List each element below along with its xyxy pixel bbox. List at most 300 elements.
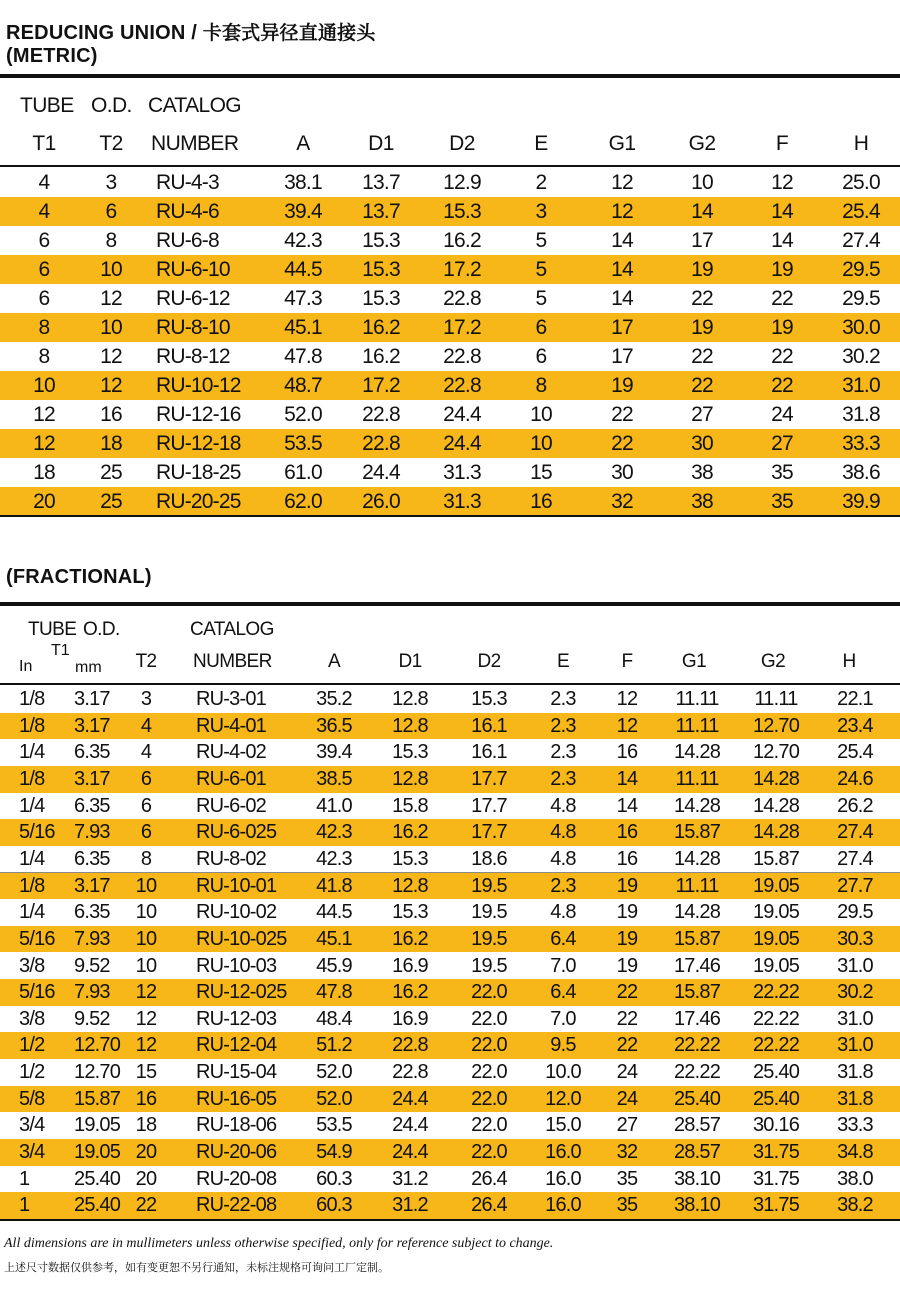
cell-t2: 15 bbox=[135, 1061, 157, 1084]
cell-d1: 16.2 bbox=[362, 316, 400, 339]
cell-g2: 19.05 bbox=[752, 954, 800, 977]
table-row bbox=[0, 1112, 900, 1140]
cell-d2: 22.0 bbox=[471, 1114, 507, 1137]
cell-d1: 15.3 bbox=[362, 258, 400, 281]
table-row bbox=[0, 1006, 900, 1034]
cell-t1-mm: 25.40 bbox=[74, 1194, 121, 1217]
cell-f: 27 bbox=[616, 1114, 638, 1137]
cell-d2: 22.0 bbox=[471, 1034, 507, 1057]
cell-catalog-number: RU-10-02 bbox=[196, 901, 277, 924]
cell-g2: 17 bbox=[691, 229, 713, 252]
cell-e: 7.0 bbox=[550, 1007, 576, 1030]
cell-h: 24.6 bbox=[837, 767, 873, 790]
cell-t2: 12 bbox=[135, 1007, 157, 1030]
cell-d1: 12.8 bbox=[392, 874, 428, 897]
cell-a: 61.0 bbox=[284, 461, 322, 484]
header-d1: D1 bbox=[398, 651, 422, 672]
header-od: O.D. bbox=[83, 619, 120, 640]
cell-catalog-number: RU-4-6 bbox=[156, 200, 219, 223]
table-row bbox=[0, 1192, 900, 1219]
cell-catalog-number: RU-16-05 bbox=[196, 1087, 277, 1110]
table-row bbox=[0, 458, 900, 488]
table-row bbox=[0, 226, 900, 256]
table-row bbox=[0, 1139, 900, 1166]
cell-a: 45.9 bbox=[316, 954, 352, 977]
cell-e: 3 bbox=[535, 200, 547, 223]
table-row bbox=[0, 255, 900, 284]
cell-f: 19 bbox=[616, 901, 638, 924]
cell-in: 1 bbox=[19, 1167, 30, 1190]
cell-t1-mm: 3.17 bbox=[74, 874, 110, 897]
cell-h: 25.4 bbox=[842, 200, 880, 223]
cell-catalog-number: RU-18-06 bbox=[196, 1114, 277, 1137]
cell-d1: 17.2 bbox=[362, 374, 400, 397]
cell-in: 1/8 bbox=[19, 767, 45, 790]
cell-t2: 12 bbox=[100, 374, 122, 397]
cell-t2: 10 bbox=[135, 954, 157, 977]
cell-t2: 10 bbox=[135, 927, 157, 950]
cell-t1-mm: 6.35 bbox=[74, 901, 110, 924]
table-row bbox=[0, 1059, 900, 1087]
cell-t1: 10 bbox=[33, 374, 55, 397]
cell-h: 29.5 bbox=[837, 901, 873, 924]
cell-g1: 14.28 bbox=[673, 901, 721, 924]
table-row bbox=[0, 926, 900, 953]
cell-a: 42.3 bbox=[316, 821, 352, 844]
section-title-metric: (METRIC) bbox=[6, 45, 98, 67]
cell-g2: 31.75 bbox=[752, 1194, 800, 1217]
cell-in: 5/16 bbox=[19, 981, 55, 1004]
cell-f: 22 bbox=[616, 1007, 638, 1030]
cell-in: 1/4 bbox=[19, 901, 45, 924]
cell-e: 16 bbox=[530, 490, 552, 513]
cell-d2: 22.0 bbox=[471, 1087, 507, 1110]
cell-t1-mm: 7.93 bbox=[74, 927, 110, 950]
cell-f: 14 bbox=[616, 794, 638, 817]
header-tube: TUBE bbox=[20, 94, 74, 117]
cell-t1-mm: 12.70 bbox=[74, 1061, 121, 1084]
cell-f: 35 bbox=[771, 490, 793, 513]
cell-f: 24 bbox=[616, 1087, 638, 1110]
cell-e: 2.3 bbox=[550, 874, 576, 897]
table-row bbox=[0, 793, 900, 821]
cell-g1: 11.11 bbox=[675, 767, 719, 790]
cell-t2: 18 bbox=[135, 1114, 157, 1137]
cell-in: 1/4 bbox=[19, 794, 45, 817]
cell-f: 14 bbox=[771, 200, 793, 223]
cell-d1: 22.8 bbox=[392, 1061, 428, 1084]
cell-e: 4.8 bbox=[550, 847, 576, 870]
cell-t2: 10 bbox=[135, 901, 157, 924]
cell-h: 30.3 bbox=[837, 927, 873, 950]
metric-header-rule bbox=[0, 165, 900, 167]
cell-catalog-number: RU-10-03 bbox=[196, 954, 277, 977]
cell-d2: 17.2 bbox=[443, 258, 481, 281]
cell-a: 45.1 bbox=[284, 316, 322, 339]
cell-g2: 14.28 bbox=[752, 767, 800, 790]
cell-e: 4.8 bbox=[550, 794, 576, 817]
cell-e: 6 bbox=[535, 345, 547, 368]
cell-g2: 14.28 bbox=[752, 821, 800, 844]
cell-t1-mm: 19.05 bbox=[74, 1141, 121, 1164]
header-t1: T1 bbox=[32, 132, 56, 155]
cell-catalog-number: RU-12-18 bbox=[156, 432, 241, 455]
header-d1: D1 bbox=[368, 132, 394, 155]
cell-catalog-number: RU-12-03 bbox=[196, 1007, 277, 1030]
cell-g1: 22 bbox=[611, 403, 633, 426]
cell-h: 30.0 bbox=[842, 316, 880, 339]
cell-in: 3/4 bbox=[19, 1141, 45, 1164]
cell-a: 54.9 bbox=[316, 1141, 352, 1164]
cell-e: 2.3 bbox=[550, 767, 576, 790]
cell-g2: 22 bbox=[691, 287, 713, 310]
cell-f: 22 bbox=[771, 374, 793, 397]
section-title-fractional: (FRACTIONAL) bbox=[6, 566, 152, 588]
cell-t1-mm: 6.35 bbox=[74, 741, 110, 764]
cell-d1: 22.8 bbox=[362, 403, 400, 426]
cell-h: 38.2 bbox=[837, 1194, 873, 1217]
cell-in: 3/8 bbox=[19, 954, 45, 977]
cell-a: 47.3 bbox=[284, 287, 322, 310]
cell-e: 15.0 bbox=[545, 1114, 581, 1137]
cell-g2: 38 bbox=[691, 490, 713, 513]
cell-t2: 10 bbox=[135, 874, 157, 897]
cell-t2: 8 bbox=[105, 229, 117, 252]
cell-t1-mm: 3.17 bbox=[74, 767, 110, 790]
cell-g1: 22 bbox=[611, 432, 633, 455]
cell-e: 2 bbox=[535, 171, 547, 194]
cell-d1: 15.3 bbox=[392, 901, 428, 924]
cell-d2: 17.7 bbox=[471, 794, 507, 817]
cell-d1: 12.8 bbox=[392, 767, 428, 790]
table-row bbox=[0, 284, 900, 314]
cell-d1: 16.9 bbox=[392, 1007, 428, 1030]
cell-e: 6.4 bbox=[550, 927, 576, 950]
cell-g2: 19.05 bbox=[752, 874, 800, 897]
cell-g1: 15.87 bbox=[673, 981, 721, 1004]
cell-in: 3/8 bbox=[19, 1007, 45, 1030]
cell-e: 12.0 bbox=[545, 1087, 581, 1110]
cell-d2: 22.0 bbox=[471, 981, 507, 1004]
cell-g1: 14.28 bbox=[673, 847, 721, 870]
cell-f: 19 bbox=[616, 874, 638, 897]
cell-d1: 15.3 bbox=[392, 741, 428, 764]
cell-catalog-number: RU-6-02 bbox=[196, 794, 266, 817]
fractional-top-rule bbox=[0, 602, 900, 606]
table-row bbox=[0, 371, 900, 400]
cell-h: 31.0 bbox=[837, 954, 873, 977]
table-row bbox=[0, 713, 900, 740]
cell-e: 10 bbox=[530, 403, 552, 426]
cell-d2: 31.3 bbox=[443, 461, 481, 484]
cell-t1-mm: 9.52 bbox=[74, 1007, 110, 1030]
cell-e: 2.3 bbox=[550, 688, 576, 710]
cell-e: 8 bbox=[535, 374, 547, 397]
cell-f: 35 bbox=[771, 461, 793, 484]
cell-g2: 22.22 bbox=[752, 981, 800, 1004]
cell-catalog-number: RU-12-025 bbox=[196, 981, 287, 1004]
cell-t1: 20 bbox=[33, 490, 55, 513]
cell-g2: 19 bbox=[691, 316, 713, 339]
header-g2: G2 bbox=[760, 651, 786, 672]
cell-g1: 15.87 bbox=[673, 821, 721, 844]
cell-catalog-number: RU-10-025 bbox=[196, 927, 287, 950]
cell-d1: 22.8 bbox=[392, 1034, 428, 1057]
cell-d1: 16.2 bbox=[392, 927, 428, 950]
header-e: E bbox=[534, 132, 548, 155]
cell-f: 22 bbox=[616, 981, 638, 1004]
cell-t1-mm: 3.17 bbox=[74, 688, 110, 710]
cell-a: 35.2 bbox=[316, 688, 352, 710]
cell-t2: 3 bbox=[140, 688, 152, 710]
cell-g2: 19.05 bbox=[752, 901, 800, 924]
cell-g2: 14 bbox=[691, 200, 713, 223]
cell-a: 45.1 bbox=[316, 927, 352, 950]
cell-f: 14 bbox=[771, 229, 793, 252]
cell-e: 2.3 bbox=[550, 741, 576, 764]
cell-t1: 4 bbox=[38, 171, 50, 194]
cell-f: 24 bbox=[616, 1061, 638, 1084]
cell-g2: 12.70 bbox=[752, 741, 800, 764]
cell-in: 5/16 bbox=[19, 927, 55, 950]
cell-h: 31.0 bbox=[837, 1007, 873, 1030]
header-e: E bbox=[556, 651, 570, 672]
cell-f: 16 bbox=[616, 821, 638, 844]
cell-e: 4.8 bbox=[550, 821, 576, 844]
cell-d1: 16.2 bbox=[362, 345, 400, 368]
cell-d2: 22.0 bbox=[471, 1007, 507, 1030]
cell-h: 30.2 bbox=[837, 981, 873, 1004]
cell-a: 42.3 bbox=[284, 229, 322, 252]
top-rule bbox=[0, 74, 900, 78]
cell-in: 1/2 bbox=[19, 1034, 45, 1057]
cell-catalog-number: RU-6-12 bbox=[156, 287, 230, 310]
cell-f: 12 bbox=[616, 688, 638, 710]
cell-e: 10.0 bbox=[545, 1061, 581, 1084]
header-g1: G1 bbox=[608, 132, 636, 155]
cell-d1: 13.7 bbox=[362, 200, 400, 223]
cell-t1: 18 bbox=[33, 461, 55, 484]
table-row bbox=[0, 487, 900, 516]
cell-d1: 16.9 bbox=[392, 954, 428, 977]
cell-d2: 19.5 bbox=[471, 901, 507, 924]
cell-g1: 14 bbox=[611, 258, 633, 281]
cell-h: 31.0 bbox=[842, 374, 880, 397]
cell-e: 6.4 bbox=[550, 981, 576, 1004]
cell-a: 38.5 bbox=[316, 767, 352, 790]
cell-a: 41.8 bbox=[316, 874, 352, 897]
cell-t2: 12 bbox=[100, 345, 122, 368]
cell-a: 44.5 bbox=[316, 901, 352, 924]
table-row bbox=[0, 766, 900, 793]
cell-d1: 16.2 bbox=[392, 981, 428, 1004]
cell-h: 33.3 bbox=[842, 432, 880, 455]
cell-t1: 6 bbox=[38, 229, 50, 252]
table-row bbox=[0, 429, 900, 458]
cell-d2: 16.1 bbox=[471, 714, 507, 737]
cell-catalog-number: RU-20-25 bbox=[156, 490, 241, 513]
cell-t2: 6 bbox=[140, 794, 152, 817]
cell-h: 25.0 bbox=[842, 171, 880, 194]
cell-t1-mm: 6.35 bbox=[74, 794, 110, 817]
header-h: H bbox=[842, 651, 856, 672]
cell-d2: 18.6 bbox=[471, 847, 507, 870]
cell-t2: 16 bbox=[135, 1087, 157, 1110]
title-english: REDUCING UNION / bbox=[6, 22, 203, 44]
cell-a: 52.0 bbox=[316, 1061, 352, 1084]
cell-t2: 20 bbox=[135, 1141, 157, 1164]
cell-g1: 11.11 bbox=[675, 714, 719, 737]
cell-f: 12 bbox=[771, 171, 793, 194]
cell-e: 2.3 bbox=[550, 714, 576, 737]
cell-catalog-number: RU-18-25 bbox=[156, 461, 241, 484]
cell-d2: 22.0 bbox=[471, 1141, 507, 1164]
cell-g1: 22.22 bbox=[673, 1061, 721, 1084]
cell-d1: 31.2 bbox=[392, 1167, 428, 1190]
cell-t2: 6 bbox=[140, 767, 152, 790]
footnote-chinese: 上述尺寸数据仅供参考，如有变更恕不另行通知，未标注规格可询问工厂定制。 bbox=[4, 1261, 389, 1274]
cell-a: 38.1 bbox=[284, 171, 322, 194]
cell-a: 42.3 bbox=[316, 847, 352, 870]
cell-a: 39.4 bbox=[316, 741, 352, 764]
table-row bbox=[0, 739, 900, 767]
cell-g1: 25.40 bbox=[673, 1087, 721, 1110]
cell-d2: 26.4 bbox=[471, 1194, 507, 1217]
cell-e: 6 bbox=[535, 316, 547, 339]
cell-t2: 10 bbox=[100, 258, 122, 281]
table-row bbox=[0, 1032, 900, 1059]
cell-f: 27 bbox=[771, 432, 793, 455]
header-g2: G2 bbox=[688, 132, 716, 155]
cell-g1: 14 bbox=[611, 229, 633, 252]
cell-a: 39.4 bbox=[284, 200, 322, 223]
cell-h: 26.2 bbox=[837, 794, 873, 817]
cell-t1: 12 bbox=[33, 403, 55, 426]
cell-h: 27.7 bbox=[837, 874, 873, 897]
cell-h: 33.3 bbox=[837, 1114, 873, 1137]
cell-in: 1/8 bbox=[19, 688, 45, 710]
cell-g2: 19 bbox=[691, 258, 713, 281]
header-catalog: CATALOG bbox=[190, 619, 274, 640]
cell-d2: 24.4 bbox=[443, 403, 481, 426]
cell-t1: 8 bbox=[38, 316, 50, 339]
cell-in: 3/4 bbox=[19, 1114, 45, 1137]
cell-g2: 30 bbox=[691, 432, 713, 455]
cell-g2: 31.75 bbox=[752, 1167, 800, 1190]
cell-h: 22.1 bbox=[837, 688, 873, 710]
cell-d1: 24.4 bbox=[392, 1087, 428, 1110]
header-catalog: CATALOG bbox=[148, 94, 242, 117]
page-title bbox=[6, 22, 376, 68]
cell-a: 52.0 bbox=[284, 403, 322, 426]
metric-bottom-rule bbox=[0, 515, 900, 517]
cell-g2: 15.87 bbox=[752, 847, 800, 870]
cell-a: 60.3 bbox=[316, 1194, 352, 1217]
fractional-bottom-rule bbox=[0, 1219, 900, 1221]
header-d2: D2 bbox=[449, 132, 475, 155]
cell-t1-mm: 25.40 bbox=[74, 1167, 121, 1190]
table-row bbox=[0, 979, 900, 1006]
cell-d1: 12.8 bbox=[392, 714, 428, 737]
cell-catalog-number: RU-8-02 bbox=[196, 847, 266, 870]
cell-d2: 19.5 bbox=[471, 927, 507, 950]
cell-f: 16 bbox=[616, 847, 638, 870]
cell-g1: 12 bbox=[611, 200, 633, 223]
cell-f: 32 bbox=[616, 1141, 638, 1164]
cell-h: 38.6 bbox=[842, 461, 880, 484]
cell-f: 14 bbox=[616, 767, 638, 790]
cell-t1: 12 bbox=[33, 432, 55, 455]
title-chinese: 卡套式异径直通接头 bbox=[202, 22, 376, 44]
cell-g2: 22.22 bbox=[752, 1034, 800, 1057]
table-row bbox=[0, 1166, 900, 1194]
footnote-english: All dimensions are in mullimeters unless otherwise specified, only for reference subject to change. bbox=[4, 1236, 554, 1251]
table-row bbox=[0, 819, 900, 846]
cell-g1: 14.28 bbox=[673, 794, 721, 817]
cell-t1: 8 bbox=[38, 345, 50, 368]
cell-t2: 12 bbox=[135, 981, 157, 1004]
cell-f: 16 bbox=[616, 741, 638, 764]
cell-f: 24 bbox=[771, 403, 793, 426]
cell-d2: 19.5 bbox=[471, 954, 507, 977]
cell-t1-mm: 6.35 bbox=[74, 847, 110, 870]
cell-t2: 10 bbox=[100, 316, 122, 339]
cell-h: 29.5 bbox=[842, 287, 880, 310]
cell-d2: 17.7 bbox=[471, 767, 507, 790]
cell-d2: 22.0 bbox=[471, 1061, 507, 1084]
cell-t1-mm: 7.93 bbox=[74, 981, 110, 1004]
cell-t2: 16 bbox=[100, 403, 122, 426]
cell-d2: 16.2 bbox=[443, 229, 481, 252]
cell-g2: 19.05 bbox=[752, 927, 800, 950]
header-t1: T1 bbox=[51, 642, 70, 659]
cell-g1: 11.11 bbox=[675, 874, 719, 897]
cell-e: 4.8 bbox=[550, 901, 576, 924]
cell-d2: 15.3 bbox=[471, 688, 507, 710]
cell-a: 52.0 bbox=[316, 1087, 352, 1110]
header-in: In bbox=[19, 658, 33, 675]
cell-catalog-number: RU-4-01 bbox=[196, 714, 266, 737]
cell-catalog-number: RU-12-04 bbox=[196, 1034, 277, 1057]
cell-t2: 12 bbox=[100, 287, 122, 310]
cell-d2: 15.3 bbox=[443, 200, 481, 223]
cell-t2: 20 bbox=[135, 1167, 157, 1190]
cell-t1-mm: 7.93 bbox=[74, 821, 110, 844]
cell-d2: 22.8 bbox=[443, 374, 481, 397]
cell-in: 5/8 bbox=[19, 1087, 45, 1110]
cell-d1: 16.2 bbox=[392, 821, 428, 844]
cell-g2: 22 bbox=[691, 345, 713, 368]
cell-d1: 15.8 bbox=[392, 794, 428, 817]
cell-h: 27.4 bbox=[842, 229, 880, 252]
cell-e: 15 bbox=[530, 461, 552, 484]
cell-a: 51.2 bbox=[316, 1034, 352, 1057]
cell-g2: 25.40 bbox=[752, 1087, 800, 1110]
cell-h: 25.4 bbox=[837, 741, 873, 764]
cell-g1: 12 bbox=[611, 171, 633, 194]
cell-in: 1/8 bbox=[19, 714, 45, 737]
cell-e: 10 bbox=[530, 432, 552, 455]
cell-h: 29.5 bbox=[842, 258, 880, 281]
cell-catalog-number: RU-6-025 bbox=[196, 821, 277, 844]
cell-h: 31.8 bbox=[837, 1087, 873, 1110]
cell-g2: 14.28 bbox=[752, 794, 800, 817]
cell-d2: 19.5 bbox=[471, 874, 507, 897]
cell-g1: 22.22 bbox=[673, 1034, 721, 1057]
cell-a: 48.4 bbox=[316, 1007, 352, 1030]
header-d2: D2 bbox=[477, 651, 501, 672]
cell-in: 5/16 bbox=[19, 821, 55, 844]
